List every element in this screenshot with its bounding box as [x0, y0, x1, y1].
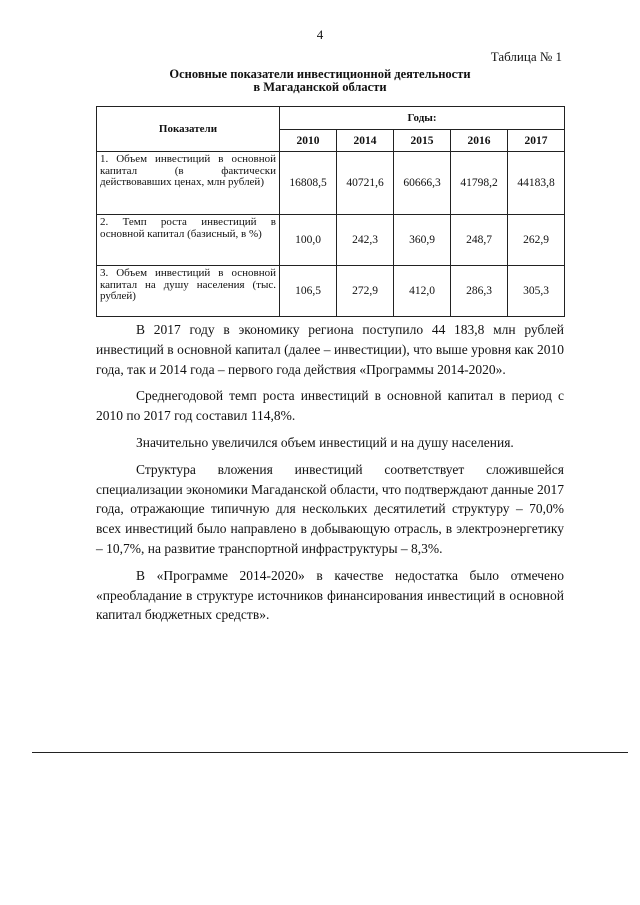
indicator-column-header: Показатели	[97, 107, 280, 152]
table-cell: 242,3	[337, 215, 394, 266]
title-line-2: в Магаданской области	[253, 80, 387, 94]
indicator-label: 3. Объем инвестиций в основной капитал на душу населения (тыс. рублей)	[97, 266, 280, 317]
year-header: 2017	[508, 130, 565, 152]
title-line-1: Основные показатели инвестиционной деятельности	[169, 67, 471, 81]
table-cell: 16808,5	[280, 152, 337, 215]
document-title	[0, 68, 640, 94]
table-cell: 106,5	[280, 266, 337, 317]
indicator-label: 1. Объем инвестиций в основной капитал (в фактически действовавших ценах, млн рублей)	[97, 152, 280, 215]
year-header: 2010	[280, 130, 337, 152]
table-row	[97, 215, 565, 266]
table-cell: 360,9	[394, 215, 451, 266]
paragraph: Структура вложения инвестиций соответствует сложившейся специализации экономики Магаданской области, что подтверждают данные 2017 года, отражающие типичную для нескольких десятилетий структуру – 70,0% всех инвестиций было направлено в добывающую отрасль, в электроэнергетику – 10,7%, на развитие транспортной инфраструктуры – 8,3%.	[96, 461, 565, 556]
table-label: Таблица № 1	[490, 49, 562, 64]
table-cell: 412,0	[394, 266, 451, 317]
table-cell: 262,9	[508, 215, 565, 266]
years-column-header: Годы:	[280, 107, 565, 130]
paragraph: В «Программе 2014-2020» в качестве недостатка было отмечено «преобладание в структуре источников финансирования инвестиций в основной капитал бюджетных средств».	[96, 567, 564, 623]
table-cell: 100,0	[280, 215, 337, 266]
table-row	[97, 152, 565, 215]
table-cell: 305,3	[508, 266, 565, 317]
paragraph: В 2017 году в экономику региона поступило 44 183,8 млн рублей инвестиций в основной капитал (далее – инвестиции), что выше уровня как 2010 года, так и 2014 года – первого года действия «Программы 2014-2020».	[96, 322, 564, 377]
table-cell: 248,7	[451, 215, 508, 266]
page-number: 4	[316, 27, 324, 42]
indicators-table	[96, 106, 565, 317]
table-cell: 272,9	[337, 266, 394, 317]
year-header: 2015	[394, 130, 451, 152]
body-text	[96, 320, 564, 632]
table-cell: 286,3	[451, 266, 508, 317]
year-header: 2016	[451, 130, 508, 152]
table-row	[97, 266, 565, 317]
paragraph: Значительно увеличился объем инвестиций и на душу населения.	[136, 434, 514, 450]
footer-divider	[32, 752, 628, 753]
year-header: 2014	[337, 130, 394, 152]
indicator-label: 2. Темп роста инвестиций в основной капитал (базисный, в %)	[97, 215, 280, 266]
paragraph: Среднегодовой темп роста инвестиций в основной капитал в период с 2010 по 2017 год составил 114,8%.	[96, 388, 564, 424]
table-cell: 41798,2	[451, 152, 508, 215]
table-cell: 60666,3	[394, 152, 451, 215]
table-cell: 44183,8	[508, 152, 565, 215]
table-cell: 40721,6	[337, 152, 394, 215]
